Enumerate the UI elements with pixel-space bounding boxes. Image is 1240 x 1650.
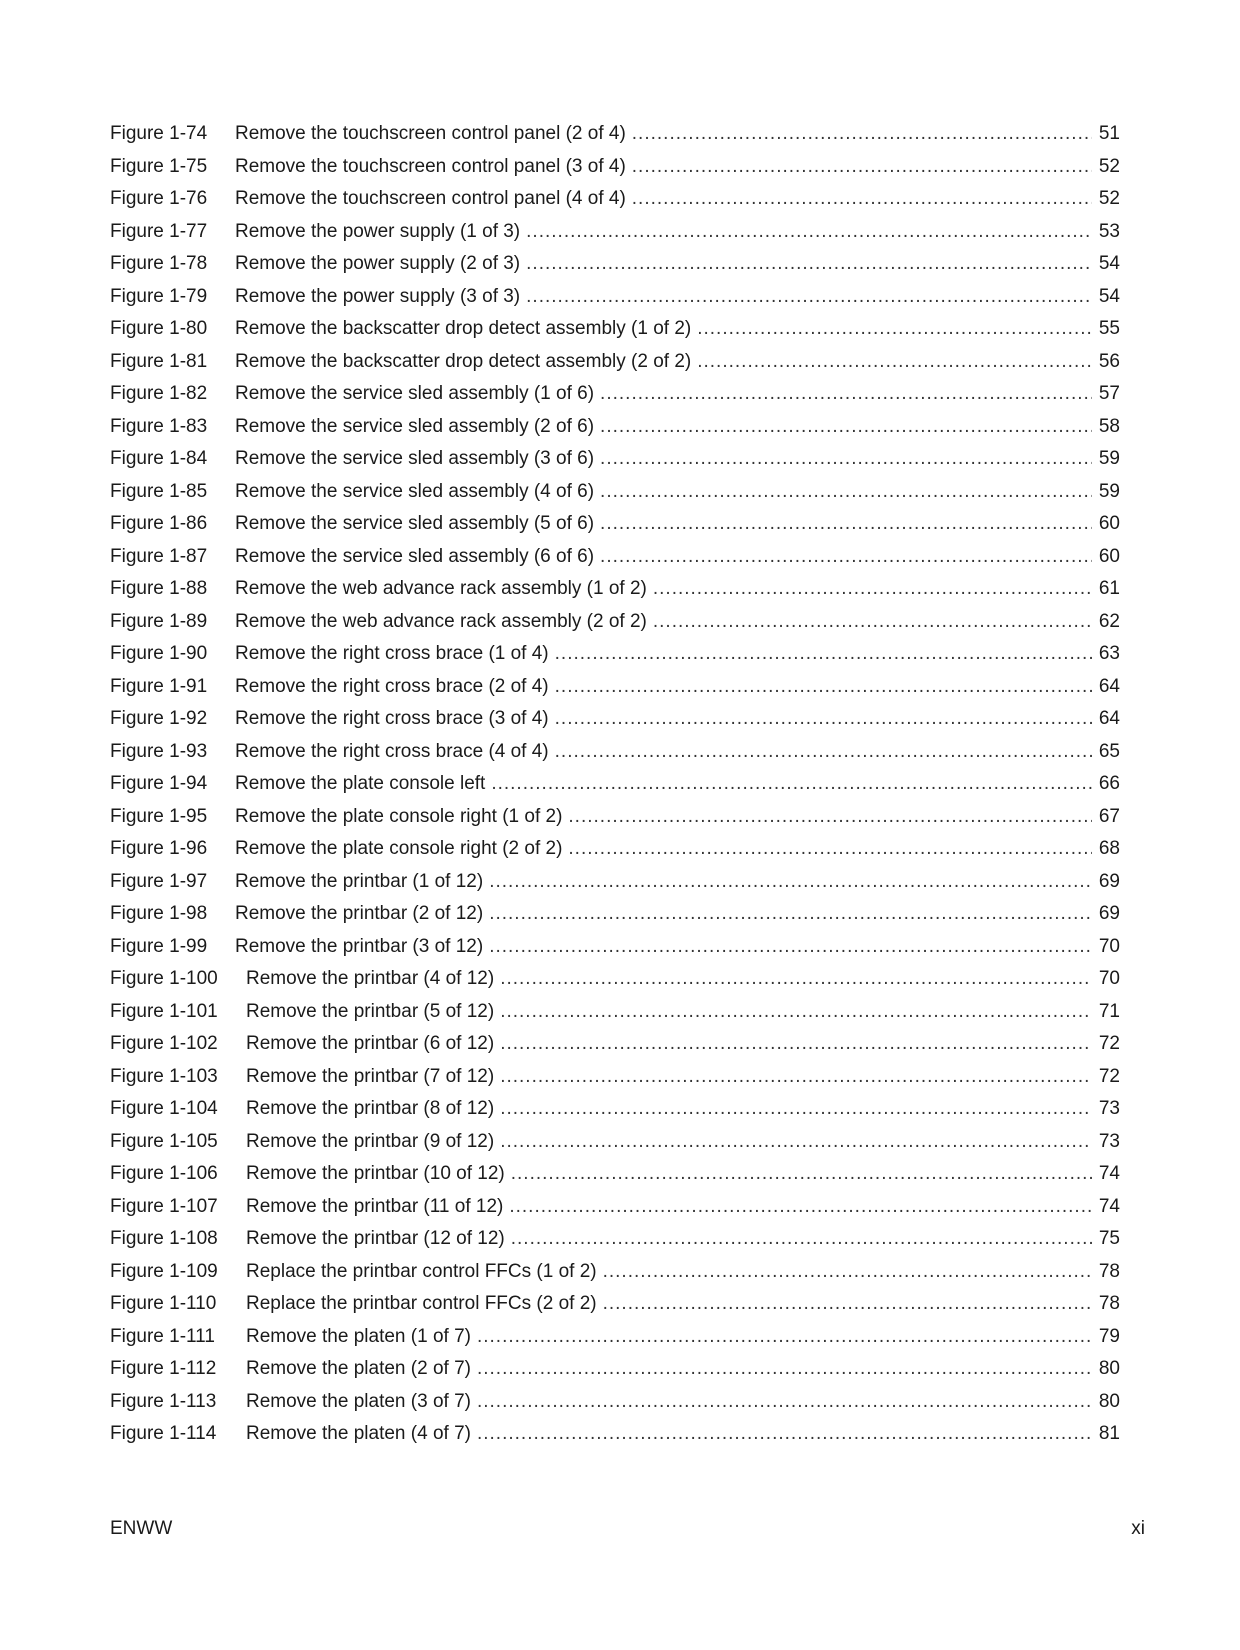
figure-number: Figure 1-106 xyxy=(110,1163,218,1184)
toc-entry[interactable] xyxy=(110,1288,1120,1321)
figure-number: Figure 1-107 xyxy=(110,1195,218,1217)
toc-entry[interactable] xyxy=(110,1158,1120,1191)
figure-number: Figure 1-77 xyxy=(110,220,208,242)
figure-title: Replace the printbar control FFCs (2 of 2) xyxy=(246,1293,597,1314)
figure-number: Figure 1-90 xyxy=(110,643,208,664)
figure-title: Remove the backscatter drop detect assembly (2 of 2) xyxy=(235,350,692,372)
page-number: 52 xyxy=(1098,188,1120,209)
dot-leader xyxy=(697,346,1092,379)
figure-title: Remove the touchscreen control panel (3 of 4) xyxy=(235,155,626,177)
toc-entry[interactable] xyxy=(110,476,1120,509)
toc-entry[interactable] xyxy=(110,1028,1120,1061)
figure-title: Remove the printbar (4 of 12) xyxy=(246,968,495,989)
figure-title: Remove the right cross brace (3 of 4) xyxy=(235,708,549,729)
figure-number: Figure 1-84 xyxy=(110,448,208,469)
dot-leader xyxy=(600,476,1092,509)
dot-leader xyxy=(555,671,1092,704)
figure-title: Remove the backscatter drop detect assembly (1 of 2) xyxy=(235,318,692,339)
page-number: 73 xyxy=(1098,1130,1120,1152)
figure-title: Remove the printbar (5 of 12) xyxy=(246,1000,495,1022)
dot-leader xyxy=(653,573,1092,606)
page-number: 63 xyxy=(1098,643,1120,664)
footer-publisher: ENWW xyxy=(110,1518,173,1539)
figure-number: Figure 1-79 xyxy=(110,285,208,307)
figure-title: Remove the platen (2 of 7) xyxy=(246,1358,471,1379)
dot-leader xyxy=(500,1061,1092,1094)
figure-number: Figure 1-80 xyxy=(110,318,208,339)
figure-title: Remove the service sled assembly (2 of 6) xyxy=(235,415,595,437)
toc-entry[interactable] xyxy=(110,151,1120,184)
page-number: 70 xyxy=(1098,968,1120,989)
figure-title: Remove the service sled assembly (3 of 6) xyxy=(235,448,595,469)
figure-number: Figure 1-78 xyxy=(110,253,208,274)
dot-leader xyxy=(489,866,1092,899)
figure-title: Remove the right cross brace (4 of 4) xyxy=(235,740,549,762)
dot-leader xyxy=(489,931,1092,964)
page-number: 60 xyxy=(1098,545,1120,567)
figure-number: Figure 1-91 xyxy=(110,675,208,697)
page-number: 66 xyxy=(1098,773,1120,794)
figure-title: Remove the printbar (9 of 12) xyxy=(246,1130,495,1152)
dot-leader xyxy=(632,118,1092,151)
page-number: 81 xyxy=(1098,1423,1120,1444)
dot-leader xyxy=(555,703,1092,736)
page-number: 59 xyxy=(1098,480,1120,502)
figure-number: Figure 1-113 xyxy=(110,1390,217,1412)
toc-entry[interactable] xyxy=(110,1126,1120,1159)
page-number: 72 xyxy=(1098,1065,1120,1087)
dot-leader xyxy=(568,833,1092,866)
toc-entry[interactable] xyxy=(110,606,1120,639)
toc-entry[interactable] xyxy=(110,1191,1120,1224)
toc-entry[interactable] xyxy=(110,541,1120,574)
page-number: 69 xyxy=(1098,870,1120,892)
dot-leader xyxy=(489,898,1092,931)
dot-leader xyxy=(632,183,1092,216)
figure-number: Figure 1-86 xyxy=(110,513,208,534)
figure-title: Remove the platen (1 of 7) xyxy=(246,1325,471,1347)
toc-entry[interactable] xyxy=(110,1321,1120,1354)
figure-title: Remove the service sled assembly (1 of 6) xyxy=(235,383,595,404)
figure-number: Figure 1-103 xyxy=(110,1065,218,1087)
dot-leader xyxy=(509,1191,1092,1224)
dot-leader xyxy=(477,1386,1092,1419)
page-number: 53 xyxy=(1098,220,1120,242)
page-number: 79 xyxy=(1098,1325,1120,1347)
page-number: 71 xyxy=(1098,1000,1120,1022)
toc-entry[interactable] xyxy=(110,1418,1120,1451)
figure-title: Remove the service sled assembly (5 of 6) xyxy=(235,513,595,534)
toc-entry[interactable] xyxy=(110,1386,1120,1419)
figure-number: Figure 1-94 xyxy=(110,773,208,794)
toc-entry[interactable] xyxy=(110,638,1120,671)
page-number: 64 xyxy=(1098,675,1120,697)
page-number: 78 xyxy=(1098,1293,1120,1314)
figure-number: Figure 1-83 xyxy=(110,415,208,437)
figure-number: Figure 1-101 xyxy=(110,1000,218,1022)
toc-entry[interactable] xyxy=(110,1353,1120,1386)
page-number: 55 xyxy=(1098,318,1120,339)
figure-number: Figure 1-95 xyxy=(110,805,208,827)
toc-entry[interactable] xyxy=(110,996,1120,1029)
figure-title: Remove the platen (4 of 7) xyxy=(246,1423,471,1444)
dot-leader xyxy=(555,638,1092,671)
figure-number: Figure 1-96 xyxy=(110,838,208,859)
figure-number: Figure 1-100 xyxy=(110,968,218,989)
dot-leader xyxy=(500,996,1092,1029)
figure-number: Figure 1-89 xyxy=(110,610,208,632)
figure-title: Remove the printbar (1 of 12) xyxy=(235,870,484,892)
figure-title: Remove the power supply (2 of 3) xyxy=(235,253,521,274)
figure-title: Remove the power supply (3 of 3) xyxy=(235,285,521,307)
figure-title: Remove the printbar (8 of 12) xyxy=(246,1098,495,1119)
page-number: 58 xyxy=(1098,415,1120,437)
dot-leader xyxy=(500,963,1092,996)
toc-entry[interactable] xyxy=(110,1093,1120,1126)
toc-entry[interactable] xyxy=(110,378,1120,411)
toc-entry[interactable] xyxy=(110,1061,1120,1094)
figure-number: Figure 1-109 xyxy=(110,1260,218,1282)
toc-entry[interactable] xyxy=(110,931,1120,964)
figure-title: Remove the touchscreen control panel (2 of 4) xyxy=(235,123,626,144)
figure-title: Remove the power supply (1 of 3) xyxy=(235,220,521,242)
page-number: 60 xyxy=(1098,513,1120,534)
page-number: 52 xyxy=(1098,155,1120,177)
figure-number: Figure 1-111 xyxy=(110,1325,215,1347)
figure-title: Remove the touchscreen control panel (4 of 4) xyxy=(235,188,626,209)
toc-entry[interactable] xyxy=(110,1256,1120,1289)
dot-leader xyxy=(526,248,1092,281)
figure-number: Figure 1-81 xyxy=(110,350,208,372)
dot-leader xyxy=(568,801,1092,834)
page-number: 75 xyxy=(1098,1228,1120,1249)
toc-entry[interactable] xyxy=(110,963,1120,996)
dot-leader xyxy=(600,541,1092,574)
figure-title: Remove the printbar (3 of 12) xyxy=(235,935,484,957)
dot-leader xyxy=(697,313,1092,346)
figure-title: Remove the service sled assembly (4 of 6) xyxy=(235,480,595,502)
figure-number: Figure 1-85 xyxy=(110,480,208,502)
dot-leader xyxy=(477,1353,1092,1386)
toc-entry[interactable] xyxy=(110,248,1120,281)
figure-title: Remove the printbar (2 of 12) xyxy=(235,903,484,924)
toc-entry[interactable] xyxy=(110,703,1120,736)
toc-entry[interactable] xyxy=(110,736,1120,769)
figure-number: Figure 1-99 xyxy=(110,935,208,957)
list-of-figures xyxy=(110,118,1120,1451)
dot-leader xyxy=(500,1093,1092,1126)
figure-title: Remove the printbar (11 of 12) xyxy=(246,1195,504,1217)
page-number: 54 xyxy=(1098,285,1120,307)
page-number: 74 xyxy=(1098,1163,1120,1184)
dot-leader xyxy=(500,1028,1092,1061)
page-number: 64 xyxy=(1098,708,1120,729)
page-number: 73 xyxy=(1098,1098,1120,1119)
toc-entry[interactable] xyxy=(110,313,1120,346)
dot-leader xyxy=(491,768,1092,801)
figure-number: Figure 1-98 xyxy=(110,903,208,924)
page-number: 56 xyxy=(1098,350,1120,372)
figure-number: Figure 1-105 xyxy=(110,1130,218,1152)
figure-title: Remove the web advance rack assembly (1 of 2) xyxy=(235,578,647,599)
toc-entry[interactable] xyxy=(110,216,1120,249)
page-number: 70 xyxy=(1098,935,1120,957)
toc-entry[interactable] xyxy=(110,346,1120,379)
dot-leader xyxy=(526,281,1092,314)
toc-entry[interactable] xyxy=(110,183,1120,216)
dot-leader xyxy=(526,216,1092,249)
page-number: 61 xyxy=(1098,578,1120,599)
toc-entry[interactable] xyxy=(110,768,1120,801)
page-number: 80 xyxy=(1098,1358,1120,1379)
toc-entry[interactable] xyxy=(110,508,1120,541)
page-number: 80 xyxy=(1098,1390,1120,1412)
figure-number: Figure 1-87 xyxy=(110,545,208,567)
page-number: 62 xyxy=(1098,610,1120,632)
figure-number: Figure 1-114 xyxy=(110,1423,217,1444)
figure-title: Remove the printbar (10 of 12) xyxy=(246,1163,505,1184)
toc-entry[interactable] xyxy=(110,1223,1120,1256)
figure-title: Remove the service sled assembly (6 of 6) xyxy=(235,545,595,567)
figure-title: Replace the printbar control FFCs (1 of 2) xyxy=(246,1260,597,1282)
figure-number: Figure 1-110 xyxy=(110,1293,217,1314)
page-number: 72 xyxy=(1098,1033,1120,1054)
figure-title: Remove the printbar (7 of 12) xyxy=(246,1065,495,1087)
page-number: 69 xyxy=(1098,903,1120,924)
figure-number: Figure 1-74 xyxy=(110,123,208,144)
figure-number: Figure 1-102 xyxy=(110,1033,218,1054)
toc-entry[interactable] xyxy=(110,281,1120,314)
figure-title: Remove the printbar (12 of 12) xyxy=(246,1228,505,1249)
dot-leader xyxy=(600,378,1092,411)
page-number: 65 xyxy=(1098,740,1120,762)
figure-number: Figure 1-92 xyxy=(110,708,208,729)
dot-leader xyxy=(600,443,1092,476)
toc-entry[interactable] xyxy=(110,118,1120,151)
dot-leader xyxy=(603,1288,1092,1321)
page-number: 68 xyxy=(1098,838,1120,859)
dot-leader xyxy=(600,411,1092,444)
page-number: 51 xyxy=(1098,123,1120,144)
figure-number: Figure 1-88 xyxy=(110,578,208,599)
figure-title: Remove the web advance rack assembly (2 of 2) xyxy=(235,610,647,632)
page-number: 57 xyxy=(1098,383,1120,404)
dot-leader xyxy=(477,1418,1092,1451)
page-number: 67 xyxy=(1098,805,1120,827)
toc-entry[interactable] xyxy=(110,411,1120,444)
toc-entry[interactable] xyxy=(110,443,1120,476)
figure-number: Figure 1-97 xyxy=(110,870,208,892)
dot-leader xyxy=(511,1223,1092,1256)
figure-title: Remove the plate console right (1 of 2) xyxy=(235,805,563,827)
dot-leader xyxy=(477,1321,1092,1354)
figure-title: Remove the printbar (6 of 12) xyxy=(246,1033,495,1054)
figure-title: Remove the platen (3 of 7) xyxy=(246,1390,471,1412)
dot-leader xyxy=(511,1158,1092,1191)
figure-number: Figure 1-104 xyxy=(110,1098,218,1119)
toc-entry[interactable] xyxy=(110,801,1120,834)
toc-entry[interactable] xyxy=(110,573,1120,606)
figure-number: Figure 1-76 xyxy=(110,188,208,209)
figure-number: Figure 1-82 xyxy=(110,383,208,404)
footer-page-number: xi xyxy=(1131,1518,1145,1539)
toc-entry[interactable] xyxy=(110,833,1120,866)
figure-title: Remove the plate console right (2 of 2) xyxy=(235,838,563,859)
figure-title: Remove the right cross brace (1 of 4) xyxy=(235,643,549,664)
dot-leader xyxy=(632,151,1092,184)
figure-number: Figure 1-112 xyxy=(110,1358,217,1379)
page-number: 78 xyxy=(1098,1260,1120,1282)
figure-title: Remove the right cross brace (2 of 4) xyxy=(235,675,549,697)
dot-leader xyxy=(600,508,1092,541)
dot-leader xyxy=(653,606,1092,639)
page-number: 54 xyxy=(1098,253,1120,274)
figure-number: Figure 1-75 xyxy=(110,155,208,177)
page-number: 74 xyxy=(1098,1195,1120,1217)
dot-leader xyxy=(603,1256,1092,1289)
page-number: 59 xyxy=(1098,448,1120,469)
dot-leader xyxy=(555,736,1092,769)
toc-entry[interactable] xyxy=(110,866,1120,899)
figure-title: Remove the plate console left xyxy=(235,773,486,794)
figure-number: Figure 1-108 xyxy=(110,1228,218,1249)
figure-number: Figure 1-93 xyxy=(110,740,208,762)
toc-entry[interactable] xyxy=(110,898,1120,931)
toc-entry[interactable] xyxy=(110,671,1120,704)
dot-leader xyxy=(500,1126,1092,1159)
